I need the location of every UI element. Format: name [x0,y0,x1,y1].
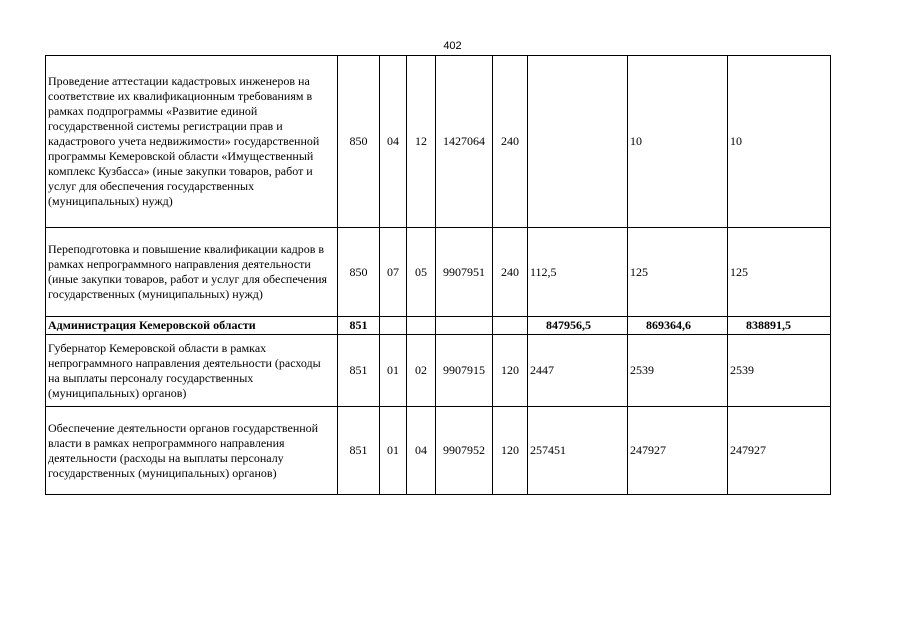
page-number: 402 [443,40,462,52]
sum3-cell: 125 [728,228,831,317]
sum1-cell: 2447 [528,335,628,407]
sum2-cell: 247927 [628,407,728,495]
table-row [46,335,831,407]
sum2-cell: 125 [628,228,728,317]
row-name-cell: Администрация Кемеровской области [46,317,338,335]
sum3-cell: 838891,5 [728,317,831,335]
sum2-cell: 10 [628,56,728,228]
ved-cell: 851 [338,407,380,495]
ved-cell: 851 [338,335,380,407]
vr-cell: 240 [493,228,528,317]
vr-cell: 120 [493,335,528,407]
pr-cell [407,317,436,335]
pr-cell: 05 [407,228,436,317]
ved-cell: 851 [338,317,380,335]
csr-cell: 1427064 [436,56,493,228]
csr-cell: 9907951 [436,228,493,317]
table-row [46,407,831,495]
sum2-cell: 869364,6 [628,317,728,335]
sum3-cell: 10 [728,56,831,228]
row-name-cell: Губернатор Кемеровской области в рамках непрограммного направления деятельности (расходы на выплаты персоналу государственных (муниципальных) органов) [46,335,338,407]
csr-cell: 9907915 [436,335,493,407]
sum1-cell: 847956,5 [528,317,628,335]
rz-cell: 04 [380,56,407,228]
vr-cell [493,317,528,335]
vr-cell: 120 [493,407,528,495]
pr-cell: 04 [407,407,436,495]
table-row [46,56,831,228]
sum1-cell: 257451 [528,407,628,495]
ved-cell: 850 [338,56,380,228]
csr-cell [436,317,493,335]
row-name-cell: Обеспечение деятельности органов государственной власти в рамках непрограммного направления деятельности (расходы на выплаты персоналу государственных (муниципальных) органов) [46,407,338,495]
sum3-cell: 247927 [728,407,831,495]
row-name-cell: Переподготовка и повышение квалификации кадров в рамках непрограммного направления деятельности (иные закупки товаров, работ и услуг для обеспечения государственных (муниципальных) нужд) [46,228,338,317]
pr-cell: 12 [407,56,436,228]
rz-cell: 01 [380,407,407,495]
sum1-cell [528,56,628,228]
csr-cell: 9907952 [436,407,493,495]
row-name-cell: Проведение аттестации кадастровых инженеров на соответствие их квалификационным требованиям в рамках подпрограммы «Развитие единой государственной системы регистрации прав и кадастрового учета недвижимости» государственной программы Кемеровской области «Имущественный комплекс Кузбасса» (иные закупки товаров, работ и услуг для обеспечения государственных (муниципальных) нужд) [46,56,338,228]
table-row [46,228,831,317]
sum3-cell: 2539 [728,335,831,407]
pr-cell: 02 [407,335,436,407]
rz-cell: 01 [380,335,407,407]
table-row [46,317,831,335]
sum2-cell: 2539 [628,335,728,407]
ved-cell: 850 [338,228,380,317]
rz-cell: 07 [380,228,407,317]
vr-cell: 240 [493,56,528,228]
budget-table [45,55,831,495]
rz-cell [380,317,407,335]
sum1-cell: 112,5 [528,228,628,317]
